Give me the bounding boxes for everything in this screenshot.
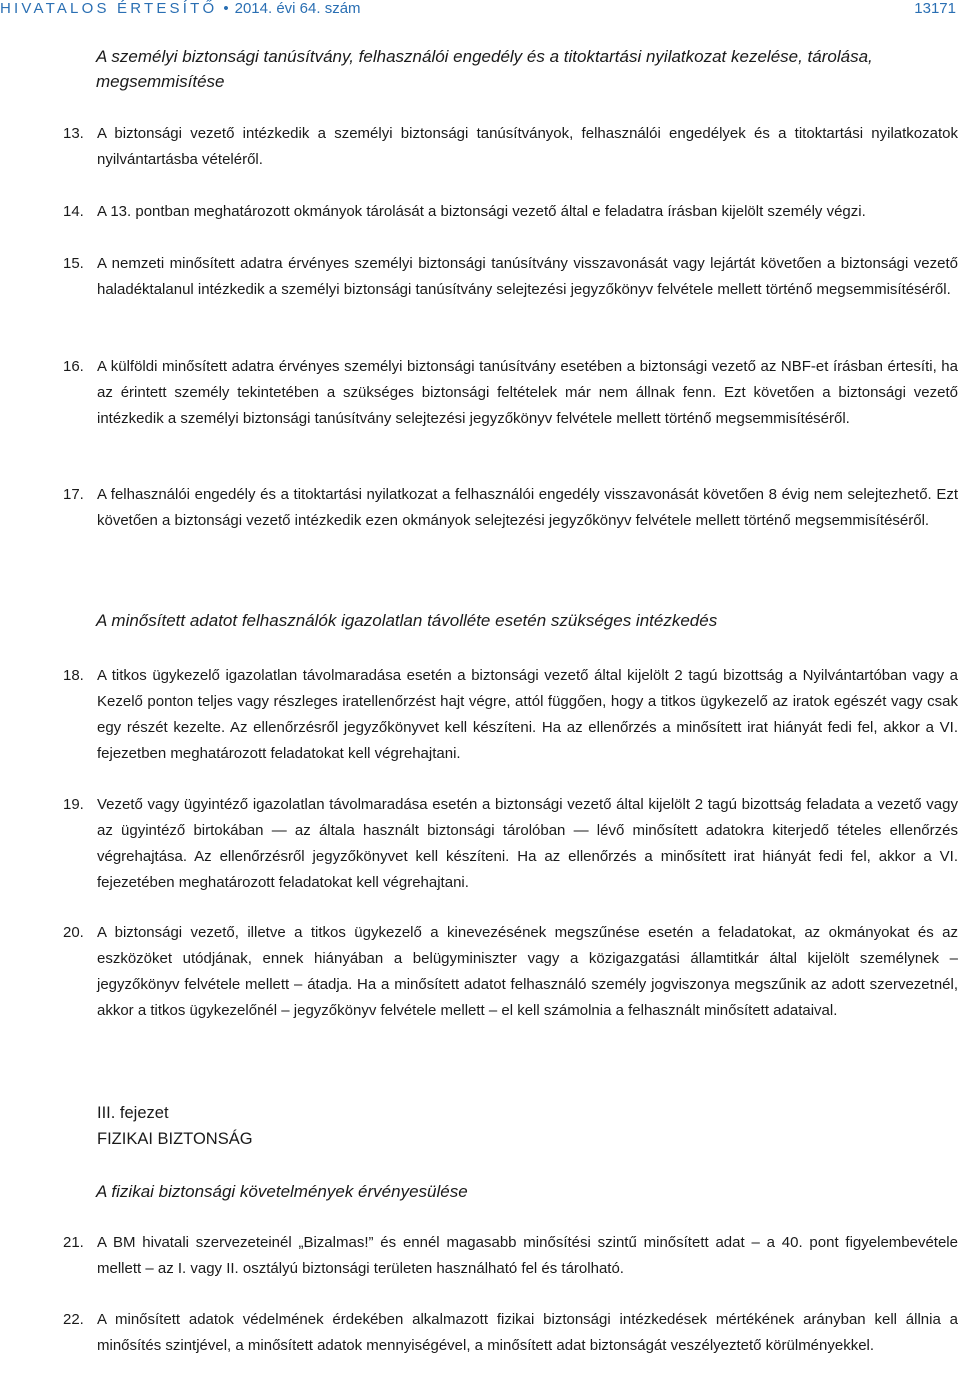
section-title-3: A fizikai biztonsági követelmények érvényesülése <box>96 1182 468 1201</box>
paragraph-16 <box>0 354 958 432</box>
page-number: 13171 <box>914 0 956 17</box>
paragraph-text: A nemzeti minősített adatra érvényes személyi biztonsági tanúsítvány visszavonását vagy lejártát követően a biztonsági vezető haladéktalanul intézkedik a személyi biztonsági tanúsítvány selejtezési jegyzőkönyv felvétele mellett történő megsemmisítéséről. <box>97 255 958 298</box>
issue-label: 2014. évi 64. szám <box>234 0 361 17</box>
section-title-2: A minősített adatot felhasználók igazolatlan távolléte esetén szükséges intézkedés <box>96 611 718 630</box>
paragraph-text: A biztonsági vezető intézkedik a személyi biztonsági tanúsítványok, felhasználói engedélyek és a titoktartási nyilatkozatok nyilvántartásba vételéről. <box>97 125 958 168</box>
paragraph-15 <box>0 251 958 303</box>
paragraph-text: A minősített adatok védelmének érdekében alkalmazott fizikai biztonsági intézkedések mértékének arányban kell állnia a minősítés szintjével, a minősített adatok mennyiségével, a minősített adat biztonságát veszélyeztető körülményekkel. <box>97 1311 958 1354</box>
chapter-title: FIZIKAI BIZTONSÁG <box>97 1130 253 1148</box>
paragraph-22 <box>0 1307 958 1359</box>
paragraph-text: A felhasználói engedély és a titoktartási nyilatkozat a felhasználói engedély visszavonását követően 8 évig nem selejtezhető. Ezt követően a biztonsági vezető intézkedik ezen okmányok selejtezési jegyzőkönyv felvétele mellett történő megsemmisítéséről. <box>97 486 958 529</box>
paragraph-number: 16. <box>63 358 84 375</box>
paragraph-number: 20. <box>63 924 84 941</box>
paragraph-17 <box>0 482 958 534</box>
paragraph-13 <box>0 121 958 173</box>
paragraph-number: 13. <box>63 125 84 142</box>
paragraph-number: 18. <box>63 667 84 684</box>
paragraph-text: A titkos ügykezelő igazolatlan távolmaradása esetén a biztonsági vezető által kijelölt 2 tagú bizottság a Nyilvántartóban vagy a Kezelő ponton teljes vagy részleges iratellenőrzést hajt végre, attól függően, hogy a titkos ügykezelő az iratok egészét vagy csak egy részét kezelte. Az ellenőrzésről jegyzőkönyvet kell készíteni. Ha az ellenőrzés a minősített irat hiányát fedi fel, akkor a VI. fejezetben meghatározott feladatokat kell végrehajtani. <box>97 667 958 762</box>
paragraph-text: A BM hivatali szervezeteinél „Bizalmas!” és ennél magasabb minősítési szintű minősített adat – a 40. pont figyelembevétele mellett – az I. vagy II. osztályú biztonsági területen használható fel és tárolható. <box>97 1234 958 1277</box>
paragraph-text: A külföldi minősített adatra érvényes személyi biztonsági tanúsítvány esetében a biztonsági vezető az NBF-et írásban értesíti, ha az érintett személy tekintetében a szükséges biztonsági feltételek már nem állnak fenn. Ezt követően a biztonsági vezető intézkedik a személyi biztonsági tanúsítvány selejtezési jegyzőkönyv felvétele mellett történő megsemmisítéséről. <box>97 358 958 427</box>
paragraph-text: A biztonsági vezető, illetve a titkos ügykezelő a kinevezésének megszűnése esetén a feladatokat, az okmányokat és az eszközöket utódjának, ennek hiányában a belügyminiszter vagy a közigazgatási államtitkár által kijelölt személynek – jegyzőkönyv felvétele mellett – átadja. Ha a minősített adatot felhasználó személy jogviszonya megszűnik az adott szervezetnél, akkor a titkos ügykezelőnél – jegyzőkönyv felvétele mellett – el kell számolnia a felhasznált minősített adataival. <box>97 924 958 1019</box>
journal-name: HIVATALOS ÉRTESÍTŐ <box>0 0 218 17</box>
paragraph-20 <box>0 920 958 1024</box>
paragraph-21 <box>0 1230 958 1282</box>
paragraph-number: 14. <box>63 203 84 220</box>
running-head <box>0 0 361 18</box>
paragraph-text: A 13. pontban meghatározott okmányok tárolását a biztonsági vezető által e feladatra írásban kijelölt személy végzi. <box>97 203 866 220</box>
paragraph-number: 21. <box>63 1234 84 1251</box>
paragraph-number: 19. <box>63 796 84 813</box>
paragraph-number: 15. <box>63 255 84 272</box>
paragraph-number: 22. <box>63 1311 84 1328</box>
page-header <box>0 0 960 40</box>
section-title-1: A személyi biztonsági tanúsítvány, felhasználói engedély és a titoktartási nyilatkozat kezelése, tárolása, megsemmisítése <box>96 47 873 91</box>
paragraph-18 <box>0 663 958 767</box>
chapter-number: III. fejezet <box>97 1104 169 1122</box>
paragraph-19 <box>0 792 958 896</box>
bullet-separator: • <box>223 0 229 17</box>
paragraph-text: Vezető vagy ügyintéző igazolatlan távolmaradása esetén a biztonsági vezető által kijelölt 2 tagú bizottság feladata a vezető vagy az ügyintéző birtokában — az általa használt biztonsági tárolóban — lévő minősített adatokra kiterjedő tételes ellenőrzés végrehajtása. Az ellenőrzésről jegyzőkönyvet kell készíteni. Ha az ellenőrzés a minősített irat hiányát fedi fel, akkor a VI. fejezetében meghatározott feladatokat kell végrehajtani. <box>97 796 958 891</box>
paragraph-number: 17. <box>63 486 84 503</box>
paragraph-14 <box>0 199 958 225</box>
